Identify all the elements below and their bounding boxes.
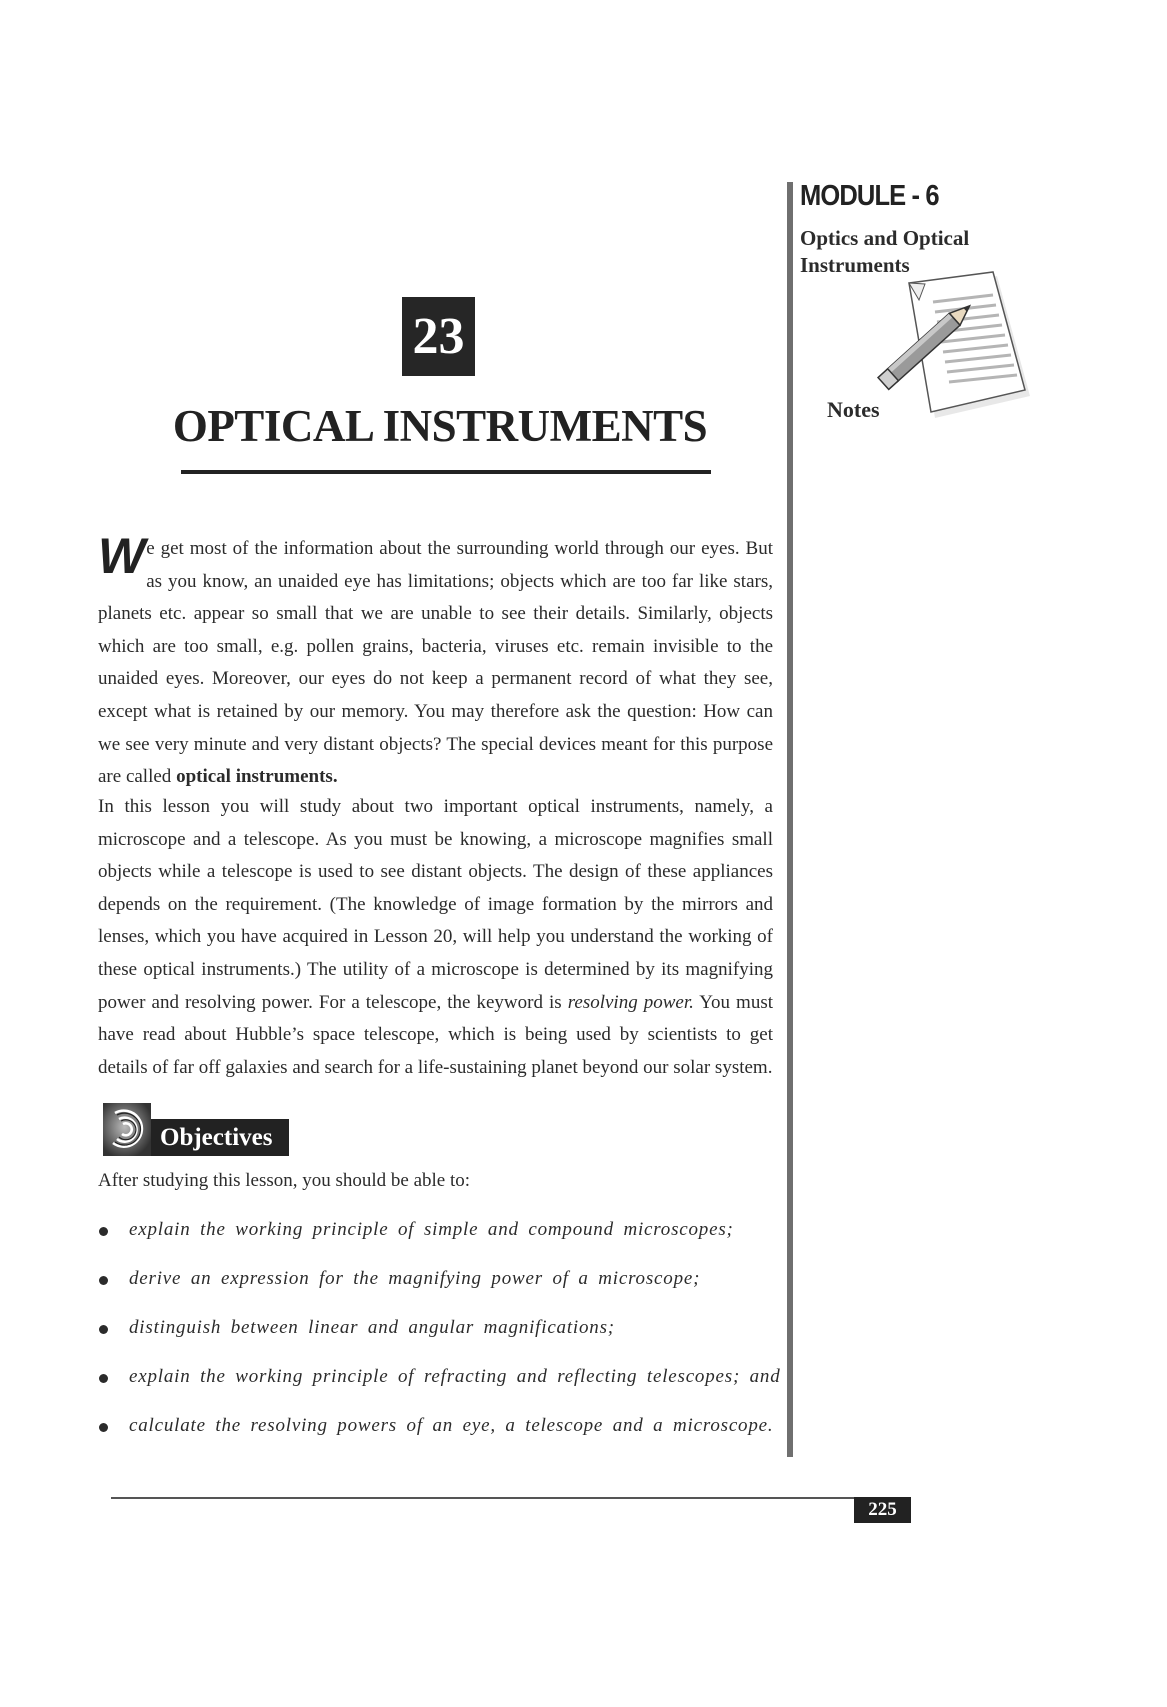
list-item [95,1215,785,1264]
drop-cap: W [98,528,146,584]
resolving-power-term: resolving power. [567,991,694,1013]
objectives-list [95,1215,785,1460]
objective-text: calculate the resolving powers of an eye, a telescope and a microscope. [129,1415,774,1436]
list-item [95,1411,785,1460]
objective-text: explain the working principle of simple and compound microscopes; [129,1219,734,1240]
sidebar-divider [787,182,793,1457]
module-subtitle-line-2: Instruments [800,253,910,277]
page-number: 225 [854,1497,911,1523]
bullet-icon [99,1276,108,1285]
notes-pencil-icon [875,268,1030,423]
intro-paragraph-2-text-a: In this lesson you will study about two important optical instruments, namely, a microscope and a telescope. As you must be knowing, a microscope magnifies small objects while a telescope is used to see distant objects. The design of these appliances depends on the requirement. (The knowledge of image formation by the mirrors and lenses, which you have acquired in Lesson 20, will help you understand the working of these optical instruments.) The utility of a microscope is determined by its magnifying power and resolving power. For a telescope, the keyword is [98,796,773,1013]
title-underline [181,470,711,474]
bullet-icon [99,1423,108,1432]
intro-paragraph-2-text-b: You must have read about Hubble’s space telescope, which is being used by scientists to get details of far off galaxies and search for a life-sustaining planet beyond our solar system. [98,991,774,1078]
intro-paragraph-2 [98,791,773,1084]
list-item [95,1264,785,1313]
list-item [95,1362,785,1411]
footer-rule [111,1497,909,1499]
chapter-title: OPTICAL INSTRUMENTS [172,401,708,451]
optical-instruments-term: optical instruments. [176,766,338,788]
objectives-heading: Objectives [151,1119,289,1156]
objective-text: distinguish between linear and angular magnifications; [129,1317,615,1338]
bullet-icon [99,1374,108,1383]
module-subtitle-line-1: Optics and Optical [800,226,970,250]
chapter-number: 23 [402,297,475,376]
objective-text: derive an expression for the magnifying power of a microscope; [129,1268,701,1289]
intro-paragraph-1 [98,528,773,794]
module-label: MODULE - 6 [800,180,939,212]
bullet-icon [99,1227,108,1236]
objective-text: explain the working principle of refracting and reflecting telescopes; and [129,1366,781,1387]
objectives-target-icon [103,1103,151,1156]
list-item [95,1313,785,1362]
intro-paragraph-1-text: e get most of the information about the surrounding world through our eyes. But as you know, an unaided eye has limitations; objects which are too far like stars, planets etc. appear so small that we are unable to see their details. Similarly, objects which are too small, e.g. pollen grains, bacteria, viruses etc. remain invisible to the unaided eyes. Moreover, our eyes do not keep a permanent record of what they see, except what is retained by our memory. You may therefore ask the question: How can we see very minute and very distant objects? The special devices meant for this purpose are called [98,538,773,788]
notes-label: Notes [827,397,880,422]
bullet-icon [99,1325,108,1334]
objectives-intro: After studying this lesson, you should be able to: [98,1170,471,1191]
